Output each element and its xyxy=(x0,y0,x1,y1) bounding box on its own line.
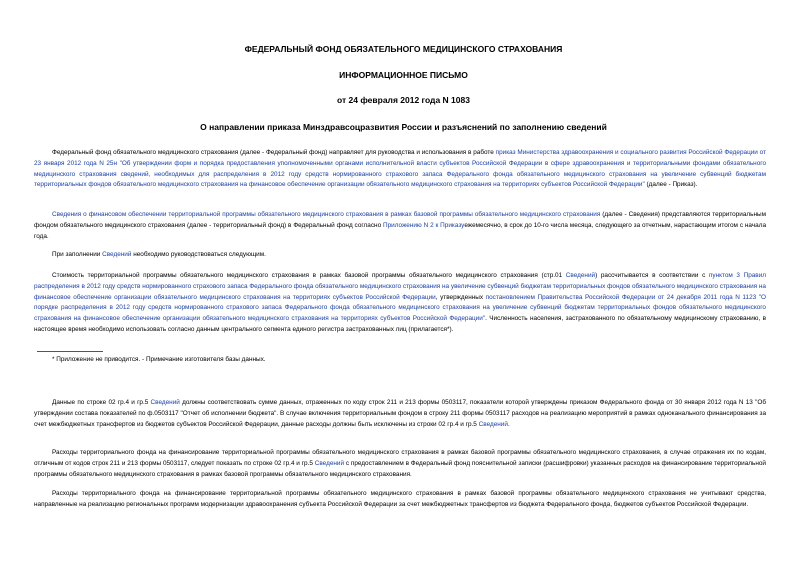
footnote: * Приложение не приводится. - Примечание изготовителя базы данных. xyxy=(52,356,266,363)
footnote-divider xyxy=(37,351,103,352)
text: ) рассчитывается в соответствии с xyxy=(595,272,709,279)
text: Стоимость территориальной программы обязательного медицинского страхования в рамках базовой программы обязательного медицинского страхования (стр.01 xyxy=(52,272,566,279)
doc-date-heading: от 24 февраля 2012 года N 1083 xyxy=(337,95,470,105)
appendix-link[interactable]: Приложению N 2 к Приказу xyxy=(383,221,465,229)
text: Расходы территориального фонда на финансирование территориальной программы обязательного медицинского страхования в рамках базовой программы обязательного медицинского страхования, в случае отражения их по кодам, отличным от кодов строк 211 и 213 формы 0503117, следует показать по строке 02 гр.4 и гр.5 xyxy=(34,449,766,467)
text: с предоставлением в Федеральный фонд пояснительной записки (расшифровки) указанных расходов на финансирование территориальной программы обязательного медицинского страхования в рамках базовой программы обязательного медицинского страхования. xyxy=(34,459,767,478)
paragraph-5 xyxy=(34,398,766,430)
svedeniya-link[interactable]: Сведений xyxy=(565,272,596,279)
rules-link[interactable]: пунктом 3 Правил распределения в 2012 году средств нормированного страхового запаса Федерального фонда обязательного медицинского страхования на увеличение субвенций бюджетам территориальных фондов обязательного медицинского страхования на финансовое обеспечение организации обязательного медицинского страхования на территориях субъектов Российской Федерации xyxy=(34,272,767,301)
svedeniya-link[interactable]: Сведений xyxy=(478,420,508,428)
text: Данные по строке 02 гр.4 и гр.5 xyxy=(52,399,151,406)
paragraph-7 xyxy=(34,489,766,511)
paragraph-3 xyxy=(34,250,766,261)
text: (далее - Сведения) представляются территориальным фондом обязательного медицинского страхования (далее - территориальный фонд) в Федеральный фонд согласно xyxy=(34,211,766,229)
text: ежемесячно, в срок до 10-го числа месяца, следующего за отчетным, нарастающим итогом с начала года. xyxy=(34,221,766,240)
text: Расходы территориального фонда на финансирование территориальной программы обязательного медицинского страхования в рамках базовой программы обязательного медицинского страхования не учитывают средства, направленные на реализацию региональных программ модернизации здравоохранения субъекта Российской Федерации за счет межбюджетных трансфертов из бюджета Федерального фонда, бюджетов субъектов Российской Федерации. xyxy=(34,490,766,508)
paragraph-1 xyxy=(34,148,766,191)
text: При заполнении xyxy=(52,251,103,258)
text: должны соответствовать сумме данных, отраженных по коду строк 211 и 213 формы 0503117, показатели которой утверждены приказом Федерального фонда от 30 января 2012 года N 13 "Об утверждении состава показателей по ф.0503117 "Отчет об исполнении бюджета". В случае включения территориальным фондом в строку 211 формы 0503117 расходов на реализацию мероприятий в рамках одноканального финансирования за счет межбюджетных трансфертов из бюджетов субъектов Российской Федерации, данные расходы должны быть исключены из строки 02 гр.4 и гр.5 xyxy=(34,399,766,428)
paragraph-6 xyxy=(34,448,766,480)
text: . Численность населения, застрахованного по обязательному медицинскому страхованию, в настоящее время необходимо использовать согласно данным центрального сегмента единого регистра застрахованных лиц (прилагается*). xyxy=(34,315,766,333)
resolution-link[interactable]: постановлением Правительства Российской Федерации от 24 декабря 2011 года N 1123 "О порядке распределения в 2012 году средств нормированного страхового запаса Федерального фонда обязательного медицинского страхования на увеличение субвенций бюджетам территориальных фондов обязательного медицинского страхования на финансовое обеспечение организации обязательного медицинского страхования на территориях субъектов Российской Федерации" xyxy=(34,293,766,323)
doc-type-heading: ИНФОРМАЦИОННОЕ ПИСЬМО xyxy=(339,70,468,80)
order-link[interactable]: приказ Министерства здравоохранения и социального развития Российской Федерации от 23 января 2012 года N 25н "Об утверждении форм и порядка предоставления уполномоченными органами исполнительной власти субъектов Российской Федерации в сфере здравоохранения и территориальными фондами обязательного медицинского страхования сведений, необходимых для распределения в 2012 году средств нормированного страхового запаса Федерального фонда обязательного медицинского страхования на увеличение субвенций бюджетам территориальных фондов обязательного медицинского страхования на финансовое обеспечение организации обязательного медицинского страхования на территориях субъектов Российской Федерации" xyxy=(34,149,767,189)
paragraph-4 xyxy=(34,271,766,336)
text: необходимо руководствоваться следующим. xyxy=(131,251,266,258)
svedeniya-link[interactable]: Сведений xyxy=(314,459,345,467)
svedeniya-link[interactable]: Сведений xyxy=(102,251,132,258)
org-heading: ФЕДЕРАЛЬНЫЙ ФОНД ОБЯЗАТЕЛЬНОГО МЕДИЦИНСКОГО СТРАХОВАНИЯ xyxy=(244,44,563,54)
svedeniya-link[interactable]: Сведения о финансовом обеспечении территориальной программы обязательного медицинского страхования в рамках базовой программы обязательного медицинского страхования xyxy=(52,211,601,218)
text: . xyxy=(507,420,510,428)
svedeniya-link[interactable]: Сведений xyxy=(150,399,180,406)
text: , утвержденных xyxy=(435,293,486,301)
paragraph-2 xyxy=(34,210,766,242)
text: Федеральный фонд обязательного медицинского страхования (далее - Федеральный фонд) направляет для руководства и использования в работе xyxy=(52,149,496,156)
subject-heading: О направлении приказа Минздравсоцразвития России и разъяснений по заполнению сведений xyxy=(200,122,607,132)
text: (далее - Приказ). xyxy=(644,181,698,189)
